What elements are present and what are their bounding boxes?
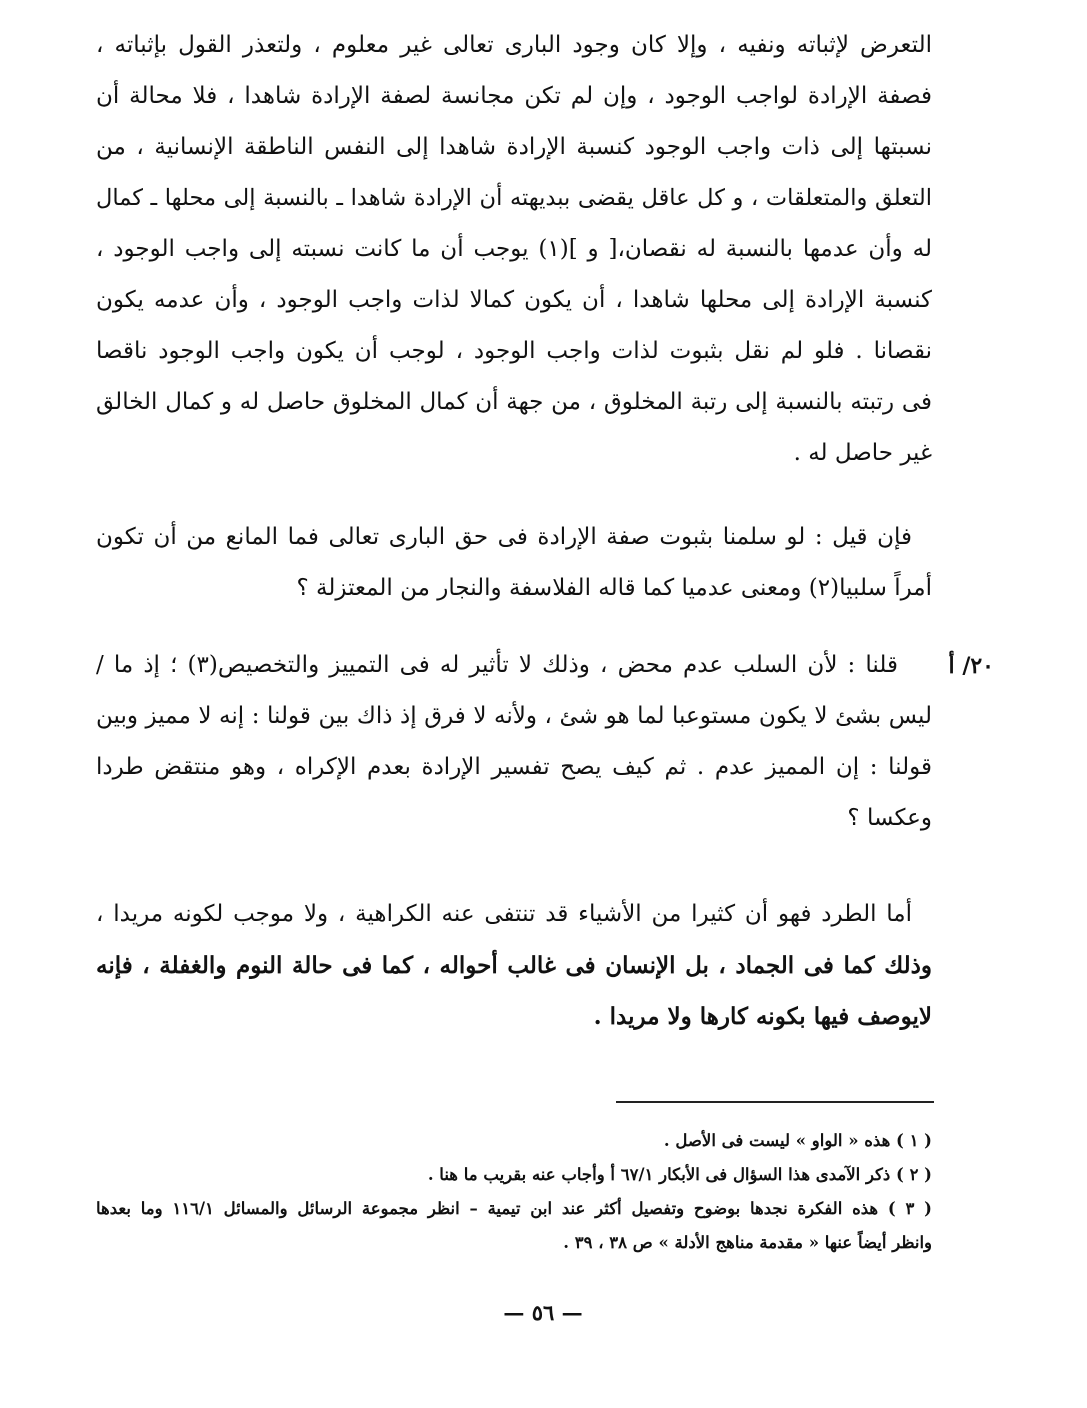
text-line: له وأن عدمها بالنسبة له نقصان،[ و ](١) يوجب أن ما كانت نسبته إلى واجب الوجود ، xyxy=(96,236,932,262)
text-line: فصفة الإرادة لواجب الوجود ، وإن لم تكن مجانسة لصفة الإرادة شاهدا ، فلا محالة أن xyxy=(96,83,932,109)
text-line: قلنا : لأن السلب عدم محض ، وذلك لا تأثير له فى التمييز والتخصيص(٣) ؛ إذ ما / xyxy=(96,652,898,678)
text-line: نقصانا . فلو لم نقل بثبوت لذات واجب الوجود ، لوجب أن يكون واجب الوجود ناقصا xyxy=(96,338,932,364)
text-line: فإن قيل : لو سلمنا بثبوت صفة الإرادة فى حق البارى تعالى فما المانع من أن تكون xyxy=(96,524,912,550)
folio-margin-note: ٢٠/ أ xyxy=(948,653,994,679)
page-number: — ٥٦ — xyxy=(503,1300,583,1325)
footnote-separator xyxy=(616,1101,934,1103)
text-line: كنسبة الإرادة إلى محلها شاهدا ، أن يكون كمالا لذات واجب الوجود ، وأن عدمه يكون xyxy=(96,287,932,313)
text-line: وذلك كما فى الجماد ، بل الإنسان فى غالب أحواله ، كما فى حالة النوم والغفلة ، فإنه xyxy=(96,952,932,979)
text-line: التعلق والمتعلقات ، و كل عاقل يقضى ببديهته أن الإرادة شاهدا ـ بالنسبة إلى محلها ـ كمال xyxy=(96,185,932,211)
paragraph-3 xyxy=(96,640,932,844)
footnote-3: ( ٣ ) هذه الفكرة نجدها بوضوح وتفصيل أكثر عند ابن تيمية – انظر مجموعة الرسائل والمسائل ١١٦/١ وما بعدها xyxy=(96,1199,932,1218)
paragraph-1 xyxy=(96,20,932,479)
text-line: قولنا : إن المميز عدم . ثم كيف يصح تفسير الإرادة بعدم الإكراه ، وهو منتقض طردا xyxy=(96,754,932,780)
text-line: أما الطرد فهو أن كثيرا من الأشياء قد تنتفى عنه الكراهية ، ولا موجب لكونه مريدا ، xyxy=(96,901,912,927)
footnote-3-continued: وانظر أيضاً عنها « مقدمة مناهج الأدلة » ص ٣٨ ، ٣٩ . xyxy=(563,1233,932,1252)
text-line: فى رتبته بالنسبة إلى رتبة المخلوق ، من جهة أن كمال المخلوق حاصل له و كمال الخالق xyxy=(96,389,932,415)
footnote-2: ( ٢ ) ذكر الآمدى هذا السؤال فى الأبكار ٦٧/١ أ وأجاب عنه بقريب ما هنا . xyxy=(427,1165,932,1184)
text-line: لايوصف فيها بكونه كارها ولا مريدا . xyxy=(593,1003,932,1030)
footnotes xyxy=(96,1124,932,1260)
text-line: أمراً سلبيا(٢) ومعنى عدميا كما قاله الفلاسفة والنجار من المعتزلة ؟ xyxy=(296,575,932,601)
text-line: ليس بشئ لا يكون مستوعبا لما هو شئ ، ولأنه لا فرق إذ ذاك بين قولنا : إنه لا مميز وبين xyxy=(96,703,932,729)
text-line: غير حاصل له . xyxy=(793,440,932,466)
text-line: وعكسا ؟ xyxy=(847,805,932,831)
text-line: التعرض لإثباته ونفيه ، وإلا كان وجود البارى تعالى غير معلوم ، ولتعذر القول بإثباته ، xyxy=(96,32,932,58)
paragraph-4 xyxy=(96,889,932,1042)
footnote-1: ( ١ ) هذه « الواو » ليست فى الأصل . xyxy=(663,1131,932,1150)
text-line: نسبتها إلى ذات واجب الوجود كنسبة الإرادة شاهدا إلى النفس الناطقة الإنسانية ، من xyxy=(96,134,932,160)
paragraph-2 xyxy=(96,512,932,614)
